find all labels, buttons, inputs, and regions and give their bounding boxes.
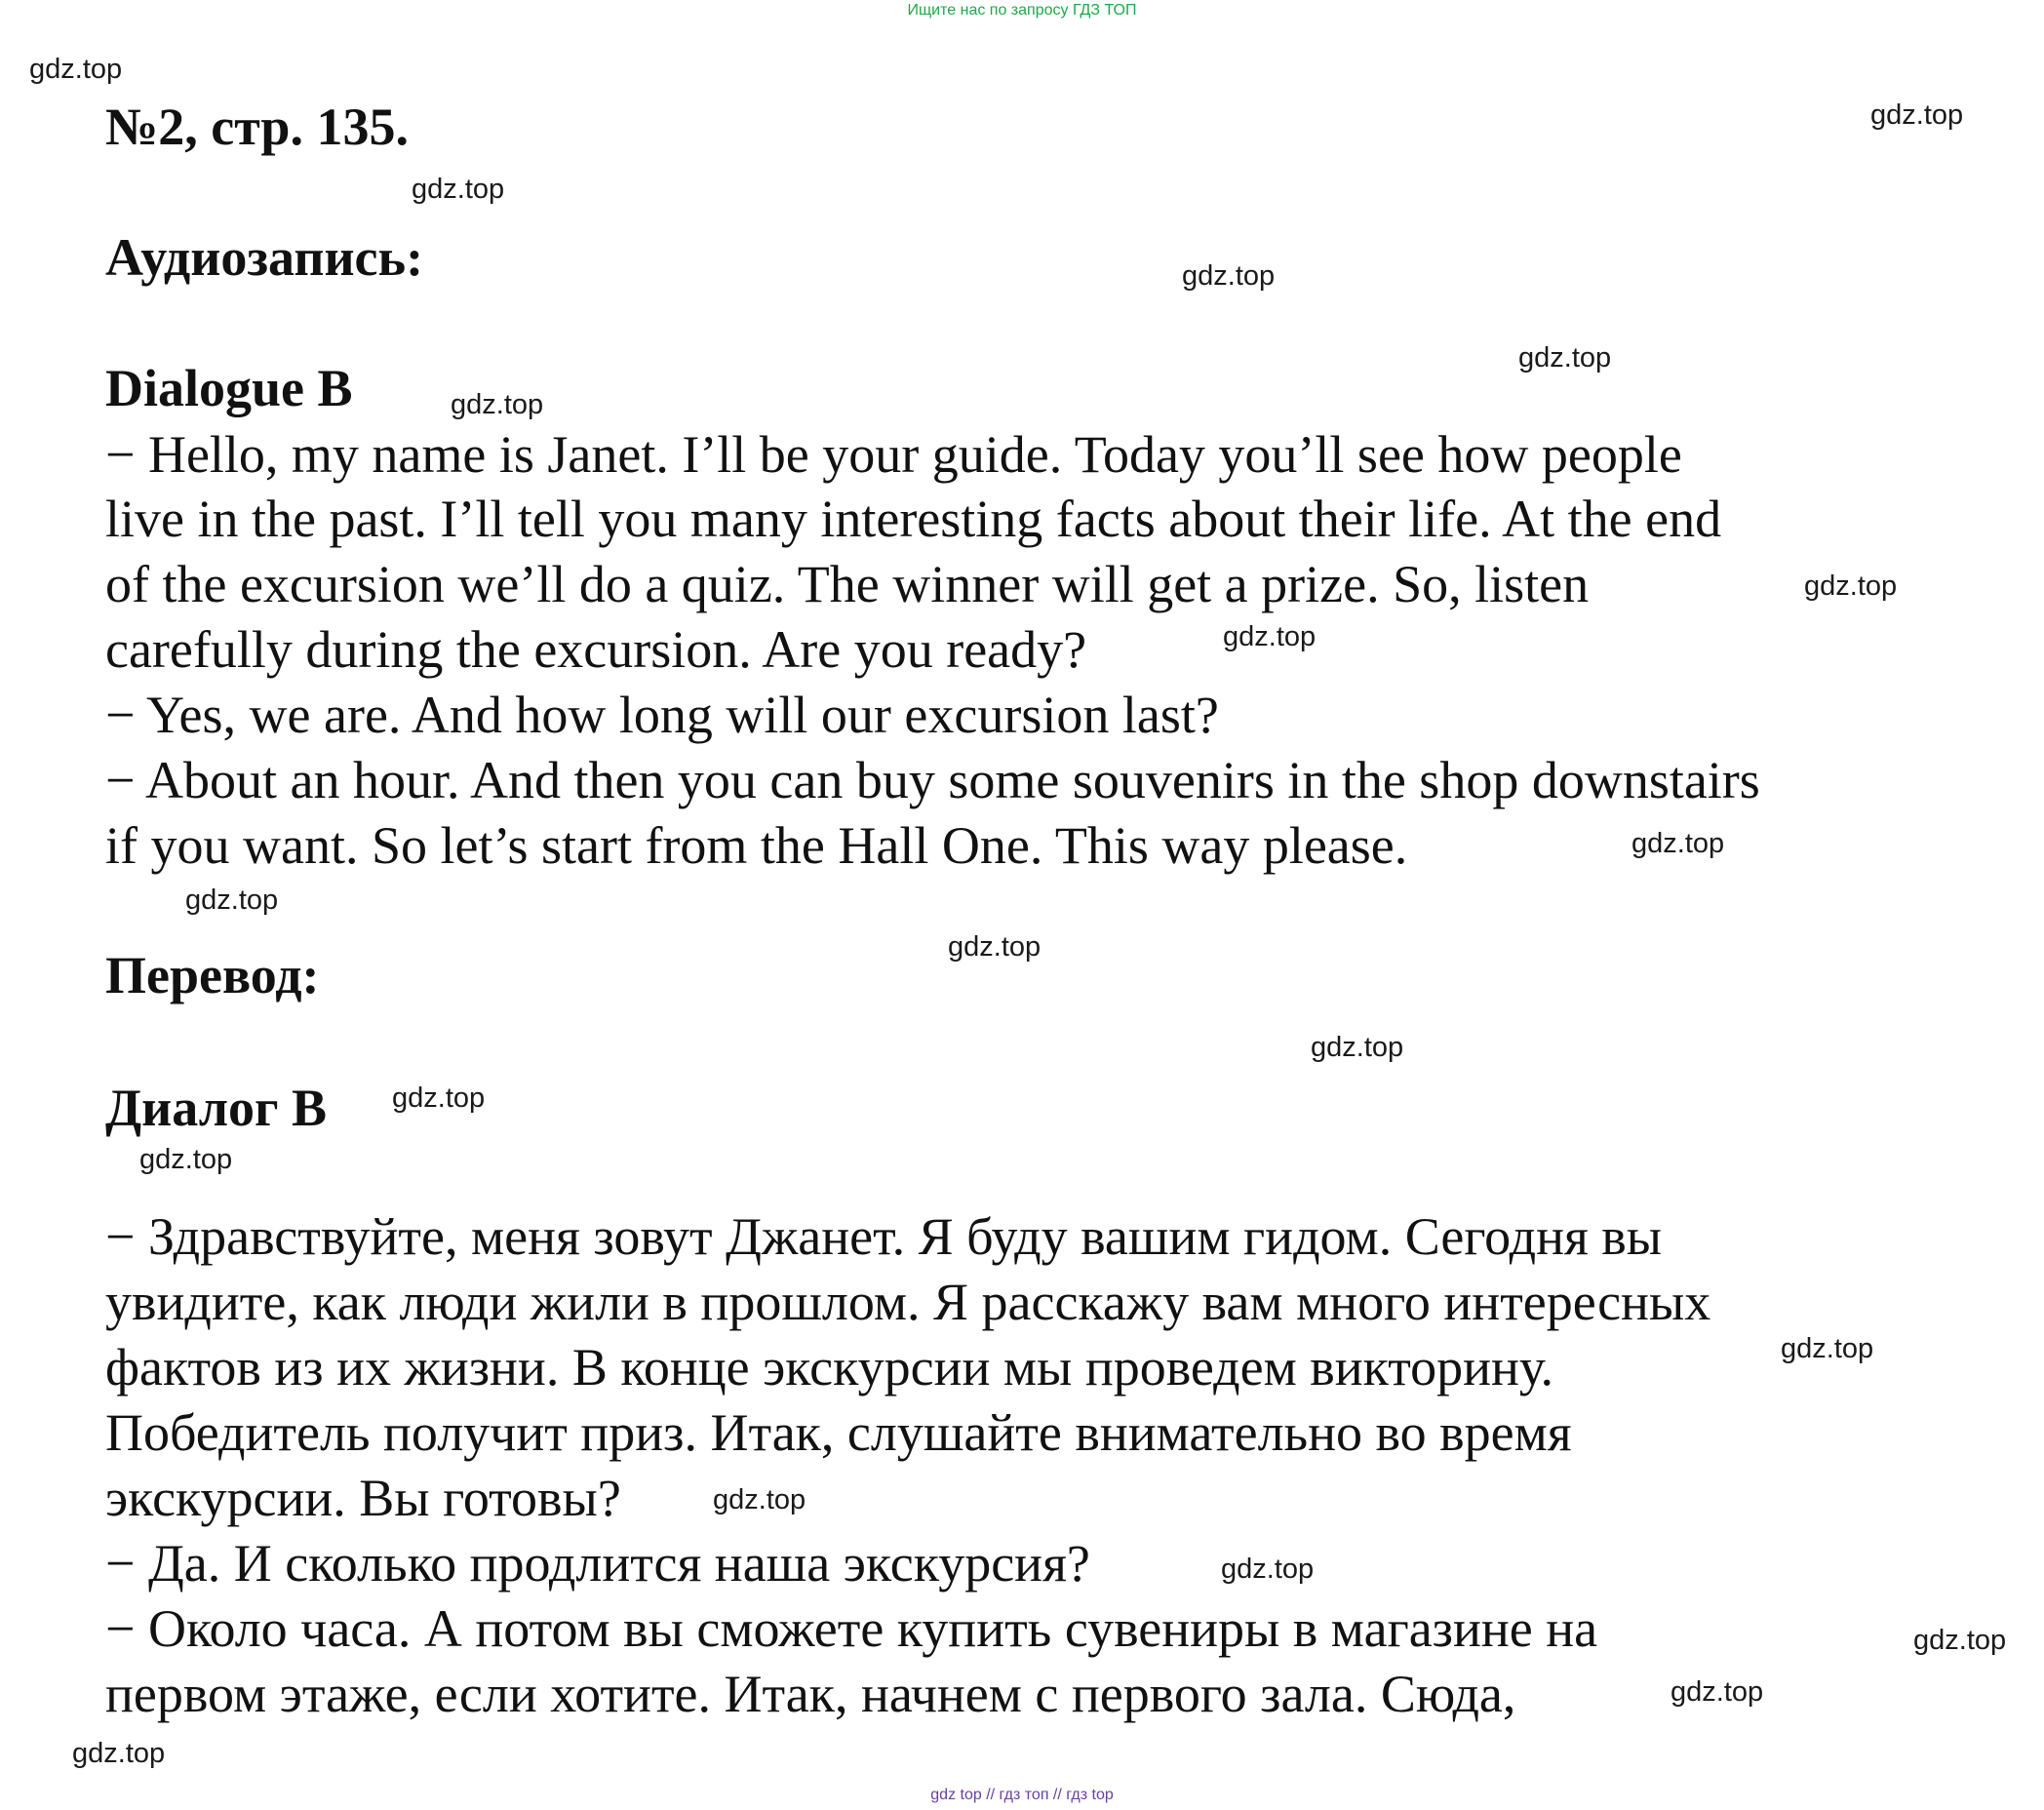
russian-line: − Здравствуйте, меня зовут Джанет. Я буду вашим гидом. Сегодня вы xyxy=(105,1207,1663,1266)
watermark: gdz.top xyxy=(139,1144,233,1175)
russian-line: первом этаже, если хотите. Итак, начнем с первого зала. Сюда, xyxy=(105,1665,1516,1723)
watermark: gdz.top xyxy=(1913,1625,2007,1656)
russian-line: фактов из их жизни. В конце экскурсии мы проведем викторину. xyxy=(105,1338,1553,1397)
watermark: gdz.top xyxy=(451,389,544,420)
watermark: gdz.top xyxy=(1804,571,1898,602)
watermark: gdz.top xyxy=(1311,1032,1404,1063)
watermark: gdz.top xyxy=(72,1738,166,1769)
watermark: gdz.top xyxy=(1182,260,1276,292)
dialogue-line: − Hello, my name is Janet. I’ll be your guide. Today you’ll see how people xyxy=(105,425,1682,484)
dialogue-heading: Dialogue B xyxy=(105,359,353,417)
watermark: gdz.top xyxy=(1631,828,1725,859)
dialogue-line: carefully during the excursion. Are you ready? xyxy=(105,620,1087,679)
watermark: gdz.top xyxy=(412,174,505,205)
watermark: gdz.top xyxy=(1221,1554,1315,1585)
dialogue-line: − Yes, we are. And how long will our excursion last? xyxy=(105,686,1219,744)
audio-heading: Аудиозапись: xyxy=(105,228,424,287)
dialogue-line: live in the past. I’ll tell you many interesting facts about their life. At the end xyxy=(105,490,1722,548)
dialogue-line: if you want. So let’s start from the Hall One. This way please. xyxy=(105,816,1408,875)
russian-line: − Да. И сколько продлится наша экскурсия? xyxy=(105,1534,1090,1593)
watermark: gdz.top xyxy=(185,885,279,916)
page-title: №2, стр. 135. xyxy=(105,98,409,156)
watermark: gdz.top xyxy=(1870,99,1964,131)
watermark: gdz.top xyxy=(1671,1676,1764,1708)
watermark: gdz.top xyxy=(1223,621,1317,652)
dialogue-line: of the excursion we’ll do a quiz. The winner will get a prize. So, listen xyxy=(105,555,1590,613)
russian-line: Победитель получит приз. Итак, слушайте внимательно во время xyxy=(105,1403,1572,1462)
watermark: gdz.top xyxy=(948,931,1042,963)
translation-heading: Перевод: xyxy=(105,946,320,1004)
russian-heading: Диалог B xyxy=(105,1079,328,1137)
dialogue-line: − About an hour. And then you can buy some souvenirs in the shop downstairs xyxy=(105,751,1760,809)
russian-line: − Около часа. А потом вы сможете купить сувениры в магазине на xyxy=(105,1599,1598,1658)
russian-line: экскурсии. Вы готовы? xyxy=(105,1469,621,1527)
russian-line: увидите, как люди жили в прошлом. Я расскажу вам много интересных xyxy=(105,1273,1711,1331)
watermark: gdz.top xyxy=(713,1484,806,1515)
bottom-banner-text: gdz top // гдз топ // гдз top xyxy=(930,1787,1114,1803)
top-banner xyxy=(0,0,2044,21)
watermark: gdz.top xyxy=(1781,1333,1874,1364)
top-banner-text: Ищите нас по запросу ГДЗ ТОП xyxy=(907,2,1137,19)
bottom-banner xyxy=(0,1785,2044,1806)
watermark: gdz.top xyxy=(29,54,123,85)
watermark: gdz.top xyxy=(392,1082,486,1114)
watermark: gdz.top xyxy=(1518,342,1612,374)
